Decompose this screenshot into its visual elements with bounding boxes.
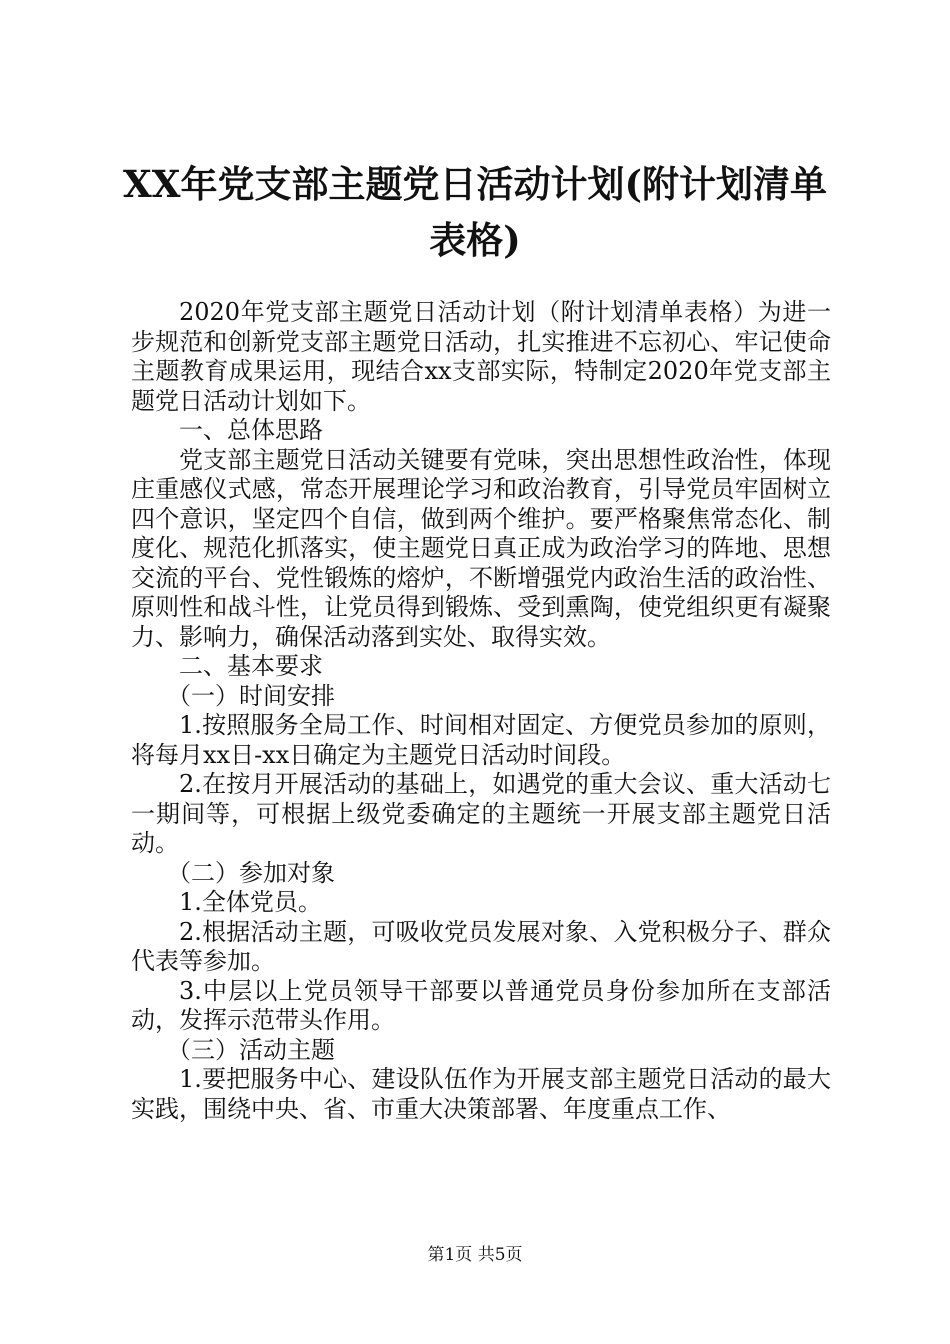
participants-item-3: 3.中层以上党员领导干部要以普通党员身份参加所在支部活动，发挥示范带头作用。 [131,976,831,1034]
overall-approach-paragraph: 党支部主题党日活动关键要有党味，突出思想性政治性，体现庄重感仪式感，常态开展理论学习和政治教育，引导党员牢固树立四个意识，坚定四个自信，做到两个维护。要严格聚焦常态化、制度化、规范化抓落实，使主题党日真正成为政治学习的阵地、思想交流的平台、党性锻炼的熔炉，不断增强党内政治生活的政治性、原则性和战斗性，让党员得到锻炼、受到熏陶，使党组织更有凝聚力、影响力，确保活动落到实处、取得实效。 [131,445,831,651]
participants-item-2: 2.根据活动主题，可吸收党员发展对象、入党积极分子、群众代表等参加。 [131,917,831,975]
intro-paragraph: 2020年党支部主题党日活动计划（附计划清单表格）为进一步规范和创新党支部主题党日活动，扎实推进不忘初心、牢记使命主题教育成果运用，现结合xx支部实际，特制定2020年党支部主题党日活动计划如下。 [131,298,831,415]
theme-item-1: 1.要把服务中心、建设队伍作为开展支部主题党日活动的最大实践，围绕中央、省、市重大决策部署、年度重点工作、 [131,1065,831,1123]
page-number-footer: 第1页 共5页 [427,1245,523,1265]
participants-item-1: 1.全体党员。 [179,888,322,916]
subsection-heading-participants: （二）参加对象 [167,858,335,887]
subsection-heading-time: （一）时间安排 [167,681,335,710]
document-body [131,298,831,1124]
time-item-1: 1.按照服务全局工作、时间相对固定、方便党员参加的原则，将每月xx日-xx日确定为主题党日活动时间段。 [131,711,831,769]
time-item-2: 2.在按月开展活动的基础上，如遇党的重大会议、重大活动七一期间等，可根据上级党委确定的主题统一开展支部主题党日活动。 [131,770,831,857]
subsection-heading-theme: （三）活动主题 [167,1035,335,1064]
section-heading-basic-requirements: 二、基本要求 [179,652,323,680]
document-title: XX年党支部主题党日活动计划(附计划清单表格) [123,162,827,262]
section-heading-overall-approach: 一、总体思路 [179,416,323,444]
